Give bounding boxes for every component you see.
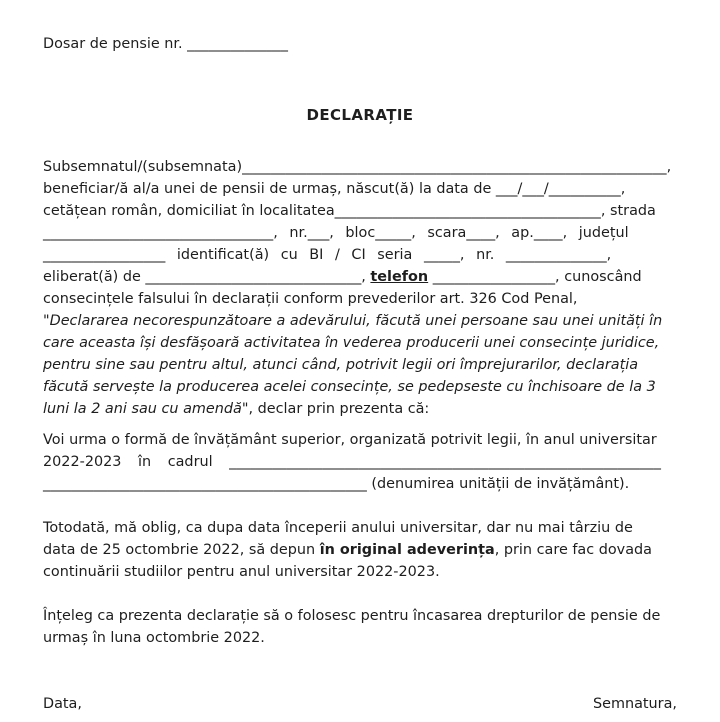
text-segment: făcută servește la producerea acelei consecințe, se pedepseste cu închisoare de la 3 [43, 379, 656, 395]
paragraph [43, 517, 677, 583]
text-segment: data de 25 octombrie 2022, să depun [43, 542, 320, 558]
text-segment: ___________________________________________________________ [242, 159, 667, 175]
text-segment: ________________________________, nr.___, bloc_____, scara____, ap.____, județul [43, 225, 629, 241]
underlined-label: telefon [370, 269, 429, 285]
document-line [43, 398, 677, 420]
text-segment: Totodată, mă oblig, ca dupa data începerii anului universitar, dar nu mai târziu de [43, 520, 633, 536]
text-segment: beneficiar/ă al/a unei de pensii de urmaș, născut(ă) la data de ___/___/__________, [43, 181, 626, 197]
document-line [43, 561, 677, 583]
document-line [43, 200, 677, 222]
document-body [43, 156, 677, 649]
document-line [43, 627, 677, 649]
text-segment: _________________ identificat(ă) cu BI / CI seria _____, nr. ______________, [43, 247, 612, 263]
text-segment: _________________, cunoscând [428, 269, 642, 285]
document-line [43, 376, 677, 398]
text-segment: Înțeleg ca prezenta declarație să o folosesc pentru încasarea drepturilor de pensie de [43, 608, 661, 624]
paragraph [43, 429, 677, 495]
pension-file-number-label: Dosar de pensie nr. [43, 36, 188, 52]
text-segment: "Declararea necorespunzătoare a adevărului, făcută unei persoane sau unei unități în [43, 313, 663, 329]
document-line [43, 310, 677, 332]
text-segment: , prin care fac dovada [494, 542, 652, 558]
text-segment: eliberat(ă) de ______________________________, [43, 269, 371, 285]
text-segment: _____________________________________________ (denumirea unității de invățământ). [43, 476, 630, 492]
text-segment: luni la 2 ani sau cu amendă" [43, 401, 249, 417]
document-line [43, 539, 677, 561]
pension-file-number-blank: ______________ [187, 36, 288, 52]
document-line [43, 222, 677, 244]
text-segment: cetățean român, domiciliat în localitatea_____________________________________, strada [43, 203, 656, 219]
text-segment: continuării studiilor pentru anul universitar 2022-2023. [43, 564, 440, 580]
paragraph [43, 156, 677, 420]
text-segment: , [666, 159, 672, 175]
document-line [43, 429, 677, 451]
document-line [43, 517, 677, 539]
text-segment: pentru sine sau pentru altul, atunci când, potrivit legii ori împrejurarilor, declarația [43, 357, 639, 373]
document-line [43, 473, 677, 495]
text-segment: , declar prin prezenta că: [248, 401, 430, 417]
pension-file-number-line [43, 33, 677, 55]
text-segment: 2022-2023 în cadrul ____________________________________________________________ [43, 454, 661, 470]
document-line [43, 178, 677, 200]
document-line [43, 288, 677, 310]
document-line [43, 332, 677, 354]
document-line [43, 266, 677, 288]
text-segment: în original adeverința [319, 542, 495, 558]
signature-label: Semnatura, [592, 696, 677, 712]
document-footer [43, 693, 677, 715]
date-label: Data, [43, 696, 82, 712]
paragraph [43, 605, 677, 649]
document-line [43, 156, 677, 178]
document-line [43, 451, 677, 473]
text-segment: consecințele falsului în declarații conform prevederilor art. 326 Cod Penal, [43, 291, 578, 307]
document-line [43, 244, 677, 266]
document-line [43, 354, 677, 376]
document-title: DECLARAȚIE [306, 106, 414, 124]
text-segment: Subsemnatul/(subsemnata) [43, 159, 243, 175]
document-line [43, 605, 677, 627]
text-segment: urmaș în luna octombrie 2022. [43, 630, 265, 646]
text-segment: Voi urma o formă de învățământ superior, organizată potrivit legii, în anul universitar [43, 432, 657, 448]
text-segment: care aceasta își desfășoară activitatea în vederea producerii unei consecințe juridice, [43, 335, 660, 351]
